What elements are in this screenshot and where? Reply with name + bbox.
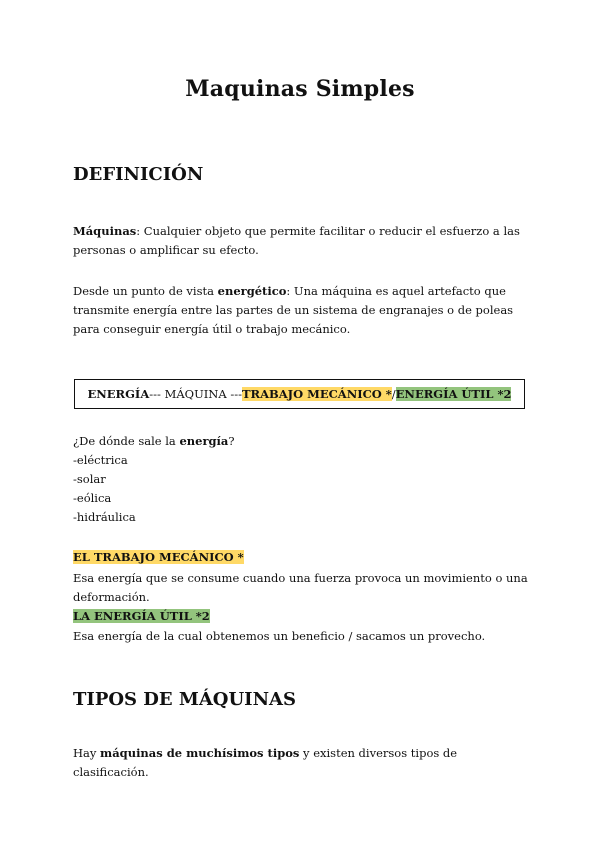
energetic-intro: Desde un punto de vista — [73, 284, 218, 298]
section-heading-tipos: TIPOS DE MÁQUINAS — [73, 689, 296, 710]
definition-paragraph — [73, 222, 533, 260]
energetic-paragraph — [73, 282, 533, 339]
definition-text: : Cualquier objeto que permite facilitar o reducir el esfuerzo a las personas o amplificar su efecto. — [73, 224, 520, 257]
term-energetico: energético — [217, 284, 287, 298]
list-item: -solar — [73, 472, 106, 486]
trabajo-mecanico-heading — [73, 548, 244, 567]
term-energia: energía — [179, 434, 229, 448]
trabajo-heading-text: EL TRABAJO MECÁNICO * — [73, 550, 244, 564]
box-separator: / — [391, 387, 396, 401]
energy-flow-box — [74, 379, 525, 409]
page-title: Maquinas Simples — [185, 76, 415, 102]
energetic-text: : Una máquina es aquel artefacto que transmite energía entre las partes de un sistema de engranajes o de poleas para conseguir energía útil o trabajo mecánico. — [73, 284, 514, 336]
tipos-text: y existen diversos tipos de clasificación. — [73, 746, 458, 779]
energia-util-text: Esa energía de la cual obtenemos un beneficio / sacamos un provecho. — [73, 629, 486, 643]
list-item: -hidráulica — [73, 510, 136, 524]
list-item: -eólica — [73, 491, 112, 505]
energia-util-heading-text: LA ENERGÍA ÚTIL *2 — [73, 609, 210, 623]
box-energia: ENERGÍA — [87, 387, 150, 401]
question-after: ? — [228, 434, 235, 448]
box-trabajo-mecanico: TRABAJO MECÁNICO * — [242, 387, 392, 401]
energia-util-heading — [73, 607, 210, 626]
energy-sources-list — [73, 432, 533, 527]
list-item: -eléctrica — [73, 453, 128, 467]
energy-question — [73, 432, 533, 451]
term-maquinas: Máquinas — [73, 224, 137, 238]
tipos-paragraph — [73, 744, 533, 782]
box-maquina: --- MÁQUINA --- — [149, 387, 242, 401]
section-heading-definicion: DEFINICIÓN — [73, 164, 204, 185]
box-energia-util: ENERGÍA ÚTIL *2 — [395, 387, 512, 401]
tipos-intro: Hay — [73, 746, 101, 760]
trabajo-mecanico-text: Esa energía que se consume cuando una fuerza provoca un movimiento o una deformación. — [73, 571, 528, 604]
question-before: ¿De dónde sale la — [73, 434, 180, 448]
term-muchos-tipos: máquinas de muchísimos tipos — [100, 746, 300, 760]
